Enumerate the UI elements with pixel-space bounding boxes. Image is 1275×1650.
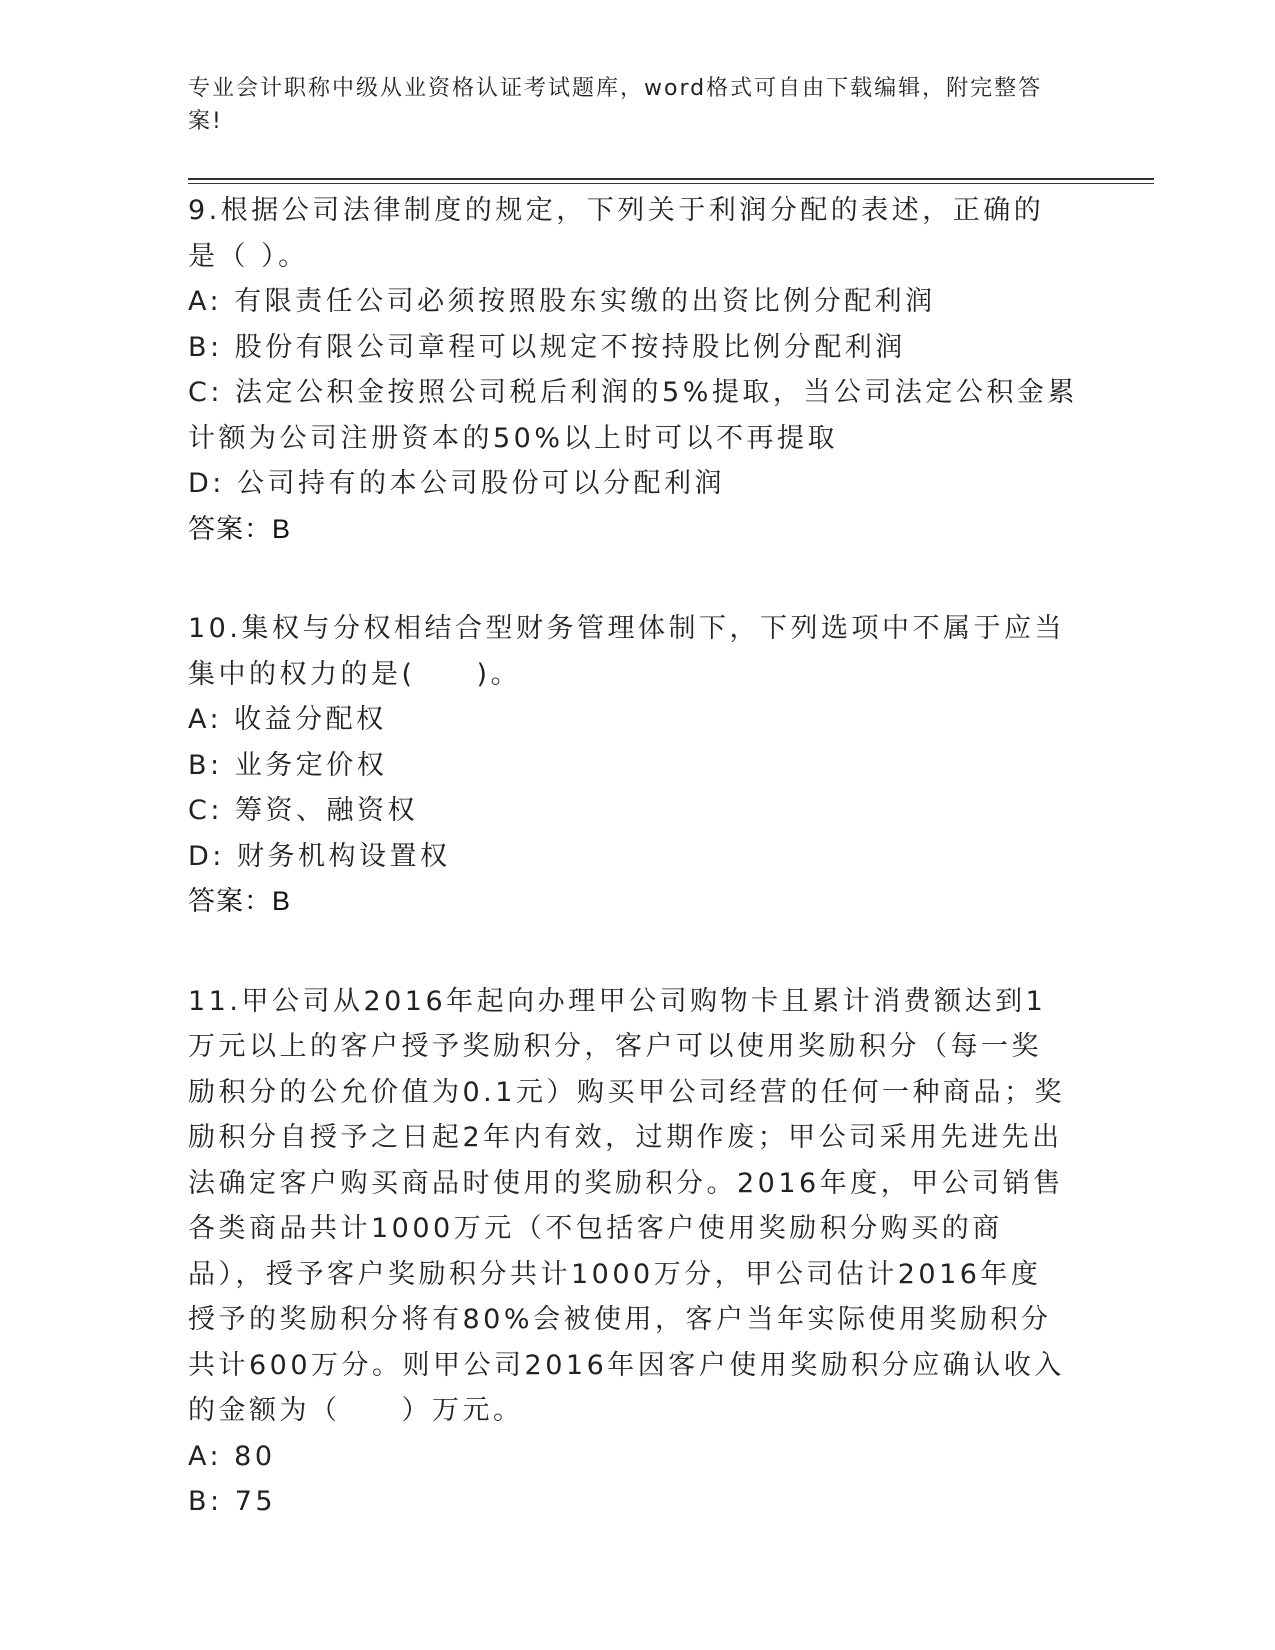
question-11 bbox=[188, 979, 1088, 1525]
question-10 bbox=[188, 606, 1088, 925]
document-header-note: 专业会计职称中级从业资格认证考试题库，word格式可自由下载编辑，附完整答案! bbox=[188, 76, 1043, 134]
option-b: B: 75 bbox=[188, 1486, 277, 1517]
option-c: C: 筹资、融资权 bbox=[188, 795, 419, 826]
header-divider-thin bbox=[188, 183, 1154, 184]
header-divider-thick bbox=[188, 178, 1154, 180]
option-b: B: 业务定价权 bbox=[188, 749, 388, 781]
option-c: C: 法定公积金按照公司税后利润的5%提取，当公司法定公积金累计额为公司注册资本的50%以上时可以不再提取 bbox=[188, 377, 1078, 454]
option-d: D: 财务机构设置权 bbox=[188, 840, 451, 872]
option-a: A: 有限责任公司必须按照股东实缴的出资比例分配利润 bbox=[188, 286, 936, 317]
option-a: A: 收益分配权 bbox=[188, 704, 387, 735]
question-stem: 9.根据公司法律制度的规定，下列关于利润分配的表述，正确的是（ ）。 bbox=[188, 195, 1045, 272]
answer-label: 答案：B bbox=[188, 886, 292, 916]
question-list bbox=[188, 188, 1088, 1525]
option-d: D: 公司持有的本公司股份可以分配利润 bbox=[188, 468, 725, 499]
question-9 bbox=[188, 188, 1088, 552]
question-stem: 10.集权与分权相结合型财务管理体制下，下列选项中不属于应当集中的权力的是( )。 bbox=[188, 613, 1065, 690]
question-stem: 11.甲公司从2016年起向办理甲公司购物卡且累计消费额达到1万元以上的客户授予奖励积分，客户可以使用奖励积分（每一奖励积分的公允价值为0.1元）购买甲公司经营的任何一种商品；奖励积分自授予之日起2年内有效，过期作废；甲公司采用先进先出法确定客户购买商品时使用的奖励积分。2016年度，甲公司销售各类商品共计1000万元（不包括客户使用奖励积分购买的商品），授予客户奖励积分共计1000万分，甲公司估计2016年度授予的奖励积分将有80%会被使用，客户当年实际使用奖励积分共计600万分。则甲公司2016年因客户使用奖励积分应确认收入的金额为（ ）万元。 bbox=[188, 985, 1065, 1426]
option-b: B: 股份有限公司章程可以规定不按持股比例分配利润 bbox=[188, 331, 906, 363]
answer-label: 答案：B bbox=[188, 513, 292, 544]
option-a: A: 80 bbox=[188, 1440, 276, 1472]
